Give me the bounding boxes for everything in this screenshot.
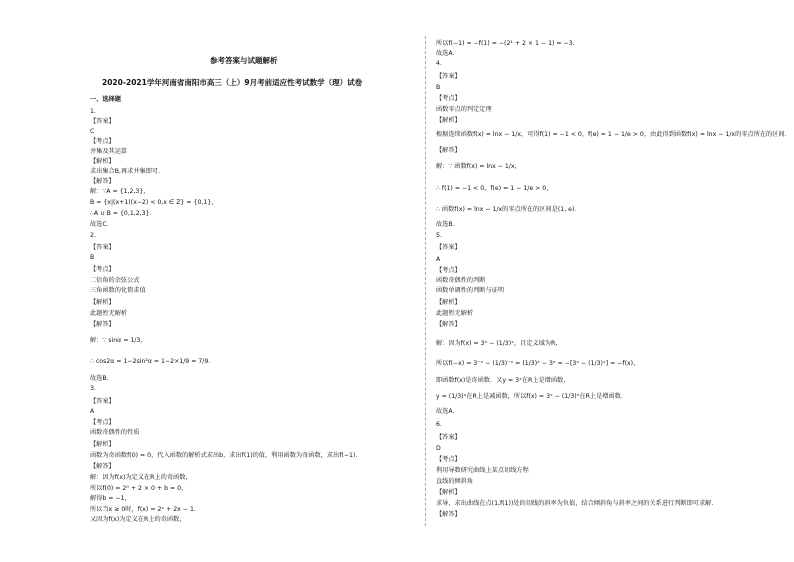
right-line: 【解析】 xyxy=(436,117,461,124)
left-line: 又因为f(x)为定义在R上的奇函数， xyxy=(90,516,186,523)
right-line: 故选A. xyxy=(436,408,455,415)
right-line: 【答案】 xyxy=(436,73,461,80)
right-line: A xyxy=(436,256,441,263)
right-line: 【考点】 xyxy=(436,95,461,102)
right-line: 【解析】 xyxy=(436,489,461,496)
right-line: 根据连续函数f(x) = lnx − 1/x，可得f(1) = −1 < 0，f(e) = 1 − 1/e > 0，由此得到函数f(x) = lnx − 1/x的零点所在的区间. xyxy=(436,131,787,138)
left-line: 三角函数的化简求值 xyxy=(90,287,146,294)
left-line: 【解析】 xyxy=(90,158,115,165)
exam-title: 2020-2021学年河南省南阳市高三（上）9月考前适应性考试数学（理）试卷 xyxy=(102,78,363,87)
left-line: 所以f(0) = 2⁰ + 2 × 0 + b = 0， xyxy=(90,485,188,492)
left-line: C xyxy=(90,128,95,135)
left-line: 此题暂无解析 xyxy=(90,310,128,317)
right-line: 求导，求出曲线在点(1,f(1))处的切线的斜率为负值，结合倾斜角与斜率之间的关系进行判断即可求解. xyxy=(436,500,714,507)
left-line: ∴A ∪ B = {0,1,2,3}． xyxy=(90,210,156,217)
right-line: 函数单调性的判断与证明 xyxy=(436,287,505,294)
right-line: 【解答】 xyxy=(436,321,461,328)
right-line: 即函数f(x)是奇函数．又y = 3ˣ在R上是增函数， xyxy=(436,377,570,384)
left-line: B = {x|(x+1)(x−2) < 0,x ∈ Z} = {0,1}， xyxy=(90,199,218,206)
left-line: 【解答】 xyxy=(90,178,115,185)
left-line: 解：因为f(x)为定义在R上的奇函数， xyxy=(90,474,192,481)
right-line: ∴ 函数f(x) = lnx − 1/x的零点所在的区间是(1, e)． xyxy=(436,206,581,213)
right-line: 【解答】 xyxy=(436,511,461,518)
left-line: A xyxy=(90,408,95,415)
left-line: B xyxy=(90,254,95,261)
left-line: 【考点】 xyxy=(90,419,115,426)
right-line: 直线的倾斜角 xyxy=(436,478,474,485)
left-line: 并集及其运算 xyxy=(90,148,128,155)
left-line: 解：∵A = {1,2,3}， xyxy=(90,188,150,195)
right-line: 解：∵ 函数f(x) = lnx − 1/x， xyxy=(436,163,521,170)
right-line: 6. xyxy=(436,421,442,428)
left-line: 【答案】 xyxy=(90,244,115,251)
right-line: 解：因为f(x) = 3ˣ − (1/3)ˣ，且定义域为R， xyxy=(436,340,562,347)
left-line: 所以当x ≥ 0时，f(x) = 2ˣ + 2x − 1. xyxy=(90,506,196,513)
answer-heading: 参考答案与试题解析 xyxy=(210,56,278,65)
left-line: 【考点】 xyxy=(90,138,115,145)
section-title: 一、选择题 xyxy=(90,96,121,103)
right-line: D xyxy=(436,445,441,452)
left-line: 故选B. xyxy=(90,375,109,382)
left-line: 【解析】 xyxy=(90,299,115,306)
left-line: 【解答】 xyxy=(90,463,115,470)
right-line: 4. xyxy=(436,60,442,67)
left-line: 3. xyxy=(90,385,96,392)
left-line: 函数奇偶性的性质 xyxy=(90,429,140,436)
right-line: 所以f(−1) = −f(1) = −(2¹ + 2 × 1 − 1) = −3. xyxy=(436,40,575,47)
left-line: 二倍角的余弦公式 xyxy=(90,277,140,284)
left-line: 【解答】 xyxy=(90,321,115,328)
right-line: 函数零点的判定定理 xyxy=(436,106,492,113)
left-line: 故选C. xyxy=(90,221,109,228)
left-line: 2. xyxy=(90,232,96,239)
right-line: 【考点】 xyxy=(436,456,461,463)
left-line: 解得b = −1， xyxy=(90,495,131,502)
right-line: 【解析】 xyxy=(436,299,461,306)
right-line: y = (1/3)ˣ在R上是减函数，所以f(x) = 3ˣ − (1/3)ˣ在R上是增函数． xyxy=(436,393,628,400)
right-line: 利用导数研究曲线上某点切线方程 xyxy=(436,467,529,474)
right-line: 【解答】 xyxy=(436,147,461,154)
left-line: 函数为奇函数f(0) = 0，代入函数的解析式求出b，求出f(1)的值，利用函数为奇函数，求出f(−1). xyxy=(90,452,358,459)
left-line: 解：∵ sinα = 1/3， xyxy=(90,337,147,344)
left-line: 【答案】 xyxy=(90,118,115,125)
left-line: 【解析】 xyxy=(90,441,115,448)
right-line: 函数奇偶性的判断 xyxy=(436,277,486,284)
column-divider xyxy=(425,36,426,526)
right-line: B xyxy=(436,84,441,91)
right-line: 【答案】 xyxy=(436,434,461,441)
left-line: 【考点】 xyxy=(90,266,115,273)
right-line: 【答案】 xyxy=(436,244,461,251)
left-line: 【答案】 xyxy=(90,398,115,405)
right-line: 5. xyxy=(436,232,442,239)
left-line: 1. xyxy=(90,108,96,115)
right-line: 【考点】 xyxy=(436,267,461,274)
right-line: 故选B. xyxy=(436,221,455,228)
right-line: 故选A. xyxy=(436,50,455,57)
right-line: ∴ f(1) = −1 < 0，f(e) = 1 − 1/e > 0， xyxy=(436,185,553,192)
right-line: 此题暂无解析 xyxy=(436,310,474,317)
right-line: 所以f(−x) = 3⁻ˣ − (1/3)⁻ˣ = (1/3)ˣ − 3ˣ = −[3ˣ − (1/3)ˣ] = −f(x)， xyxy=(436,360,640,367)
left-line: ∴ cos2α = 1−2sin²α = 1−2×1/9 = 7/9. xyxy=(90,358,211,365)
left-line: 求出集合B,再求并集即可. xyxy=(90,168,161,175)
